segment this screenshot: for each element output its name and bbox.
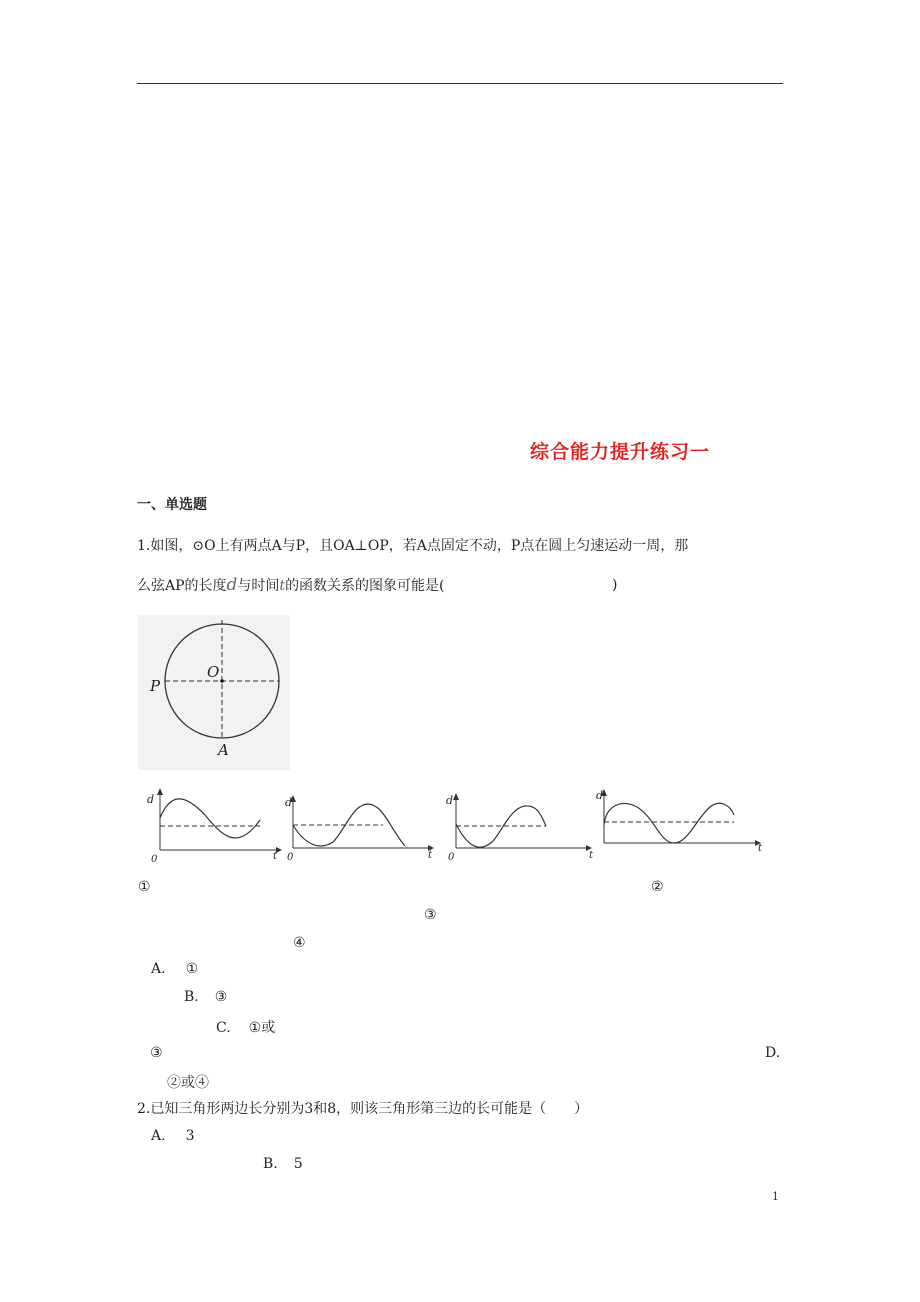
- graph-mark-3: ③: [424, 907, 437, 923]
- label-p: P: [150, 677, 161, 695]
- figure-background: [138, 615, 290, 770]
- q2-option-a-text: 3: [185, 1128, 195, 1144]
- graph-1: [143, 785, 283, 865]
- label-o: O: [207, 663, 220, 681]
- graph-3-curve: [456, 806, 546, 847]
- q1-option-a-letter: A.: [151, 961, 166, 977]
- q1-option-a-text: ①: [185, 961, 199, 977]
- variable-d: d: [226, 575, 238, 595]
- q1-option-a: [151, 961, 198, 977]
- label-a: A: [218, 741, 229, 759]
- graph-3: [440, 788, 595, 863]
- q1-option-b-letter: B.: [184, 989, 199, 1005]
- question-1-text-a: 么弦AP的长度: [137, 578, 227, 594]
- graph-3-x-label: t: [589, 850, 594, 861]
- q1-option-b: [184, 989, 227, 1005]
- graph-2-y-label: d: [285, 796, 293, 809]
- graph-3-origin: 0: [448, 852, 455, 863]
- graph-1-x-label: t: [273, 851, 278, 862]
- graph-mark-2: ②: [651, 879, 664, 895]
- question-1-text-b: 与时间: [237, 578, 280, 594]
- variable-t: t: [279, 578, 286, 594]
- graph-4-x-label: t: [758, 843, 763, 854]
- graph-1-curve: [160, 799, 260, 838]
- q2-option-a-letter: A.: [151, 1128, 166, 1144]
- q1-option-d-letter: D.: [765, 1045, 781, 1061]
- graph-4-curve: [604, 803, 734, 843]
- q1-option-c: [216, 1017, 275, 1037]
- graph-4: [592, 785, 767, 860]
- graph-1-y-arrow: [157, 788, 163, 795]
- question-1-paren-close: ): [612, 577, 618, 593]
- center-dot: [220, 679, 224, 683]
- question-1-text-c: 的函数关系的图象可能是(: [285, 578, 445, 594]
- q1-option-d-text: ②或④: [167, 1075, 209, 1091]
- section-heading: 一、单选题: [137, 497, 207, 513]
- graph-1-y-label: d: [147, 793, 155, 806]
- q2-option-b-letter: B.: [263, 1156, 278, 1172]
- question-1-line-2: [137, 575, 445, 596]
- graph-4-y-label: d: [596, 789, 604, 802]
- circle-figure: [138, 615, 290, 770]
- q1-option-c-continued: ③: [150, 1045, 163, 1061]
- graph-3-y-arrow: [453, 793, 459, 800]
- q2-option-a: [151, 1128, 194, 1144]
- graph-mark-1: ①: [138, 879, 151, 895]
- page-number: 1: [772, 1190, 779, 1203]
- graph-mark-4: ④: [293, 935, 306, 951]
- graph-1-origin: 0: [151, 854, 158, 865]
- header-rule: [137, 83, 783, 84]
- question-1-line-1: 1.如图，⊙O上有两点A与P，且OA⊥OP，若A点固定不动，P点在圆上匀速运动一周，那: [137, 538, 689, 554]
- q1-option-b-text: ③: [214, 989, 228, 1005]
- graph-3-y-label: d: [446, 794, 454, 807]
- q1-option-c-letter: C.: [216, 1020, 231, 1036]
- question-2-text: 2.已知三角形两边长分别为3和8，则该三角形第三边的长可能是（ ）: [137, 1101, 589, 1117]
- q1-option-c-text: ①或: [248, 1020, 276, 1036]
- q2-option-b-text: 5: [293, 1156, 303, 1172]
- document-title: 综合能力提升练习一: [530, 441, 711, 463]
- graph-2-origin: 0: [287, 852, 294, 863]
- graph-2: [283, 790, 438, 865]
- q2-option-b: [263, 1156, 303, 1172]
- graph-2-x-label: t: [428, 850, 433, 861]
